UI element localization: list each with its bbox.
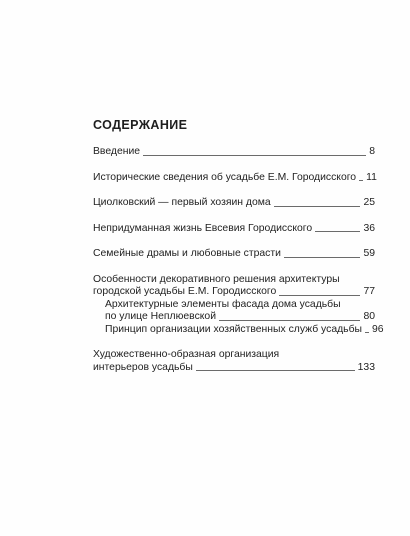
leader-line <box>219 320 360 321</box>
toc-subentry-services[interactable] <box>93 323 384 337</box>
toc-page-number: 25 <box>363 197 375 208</box>
toc-subentry-title: Архитектурные элементы фасада дома усадьбы <box>105 298 341 310</box>
toc-page-number: 77 <box>363 286 375 297</box>
leader-line <box>279 295 360 296</box>
page-title: СОДЕРЖАНИЕ <box>93 118 188 132</box>
leader-line <box>315 231 360 232</box>
toc-subentry-title: Принцип организации хозяйственных служб усадьбы <box>105 323 363 335</box>
toc-entry-tsiolkovsky[interactable] <box>93 197 375 210</box>
toc-entry-architecture[interactable] <box>93 273 384 337</box>
toc-entry-line <box>93 286 375 299</box>
table-of-contents <box>93 146 384 374</box>
toc-entry-introduction[interactable] <box>93 146 375 159</box>
toc-entry-title-continued: городской усадьбы Е.М. Городисского <box>93 286 277 297</box>
toc-entry-line <box>93 223 375 236</box>
toc-page-number: 59 <box>363 248 375 259</box>
leader-line <box>359 180 363 181</box>
toc-entry-title: Непридуманная жизнь Евсевия Городисского <box>93 222 313 234</box>
toc-page-number: 80 <box>363 311 375 322</box>
toc-entry-interiors[interactable] <box>93 349 375 374</box>
toc-entry-line <box>93 197 375 210</box>
toc-entry-title-continued: интерьеров усадьбы <box>93 361 193 373</box>
toc-entry-title: Семейные драмы и любовные страсти <box>93 248 281 259</box>
leader-line <box>143 155 366 156</box>
toc-entry-line <box>93 172 375 185</box>
leader-line <box>196 370 355 371</box>
toc-entry-family-dramas[interactable] <box>93 248 375 261</box>
toc-entry-history[interactable] <box>93 172 375 185</box>
toc-entry-line <box>93 362 375 375</box>
toc-entry-line <box>93 248 375 261</box>
leader-line <box>365 332 369 333</box>
toc-subentry-facade[interactable] <box>93 299 375 324</box>
toc-page-number: 11 <box>366 171 377 183</box>
toc-entry-title: Исторические сведения об усадьбе Е.М. Городисского <box>93 171 357 183</box>
toc-entry-title: Художественно-образная организация <box>93 349 280 360</box>
toc-entry-life[interactable] <box>93 223 375 236</box>
toc-entry-line <box>105 323 384 337</box>
toc-page-number: 8 <box>369 146 375 157</box>
toc-entry-title: Введение <box>93 146 141 157</box>
toc-page-number: 36 <box>363 222 375 234</box>
toc-entry-line <box>93 146 375 159</box>
toc-entry-title: Особенности декоративного решения архитектуры <box>93 273 340 285</box>
leader-line <box>274 206 361 207</box>
toc-page-number: 133 <box>357 361 375 373</box>
leader-line <box>284 257 360 258</box>
toc-subentry-title-continued: по улице Неплюевской <box>105 311 217 322</box>
toc-page-number: 96 <box>372 323 384 335</box>
toc-entry-title: Циолковский — первый хозяин дома <box>93 197 271 208</box>
toc-entry-line <box>105 311 375 324</box>
